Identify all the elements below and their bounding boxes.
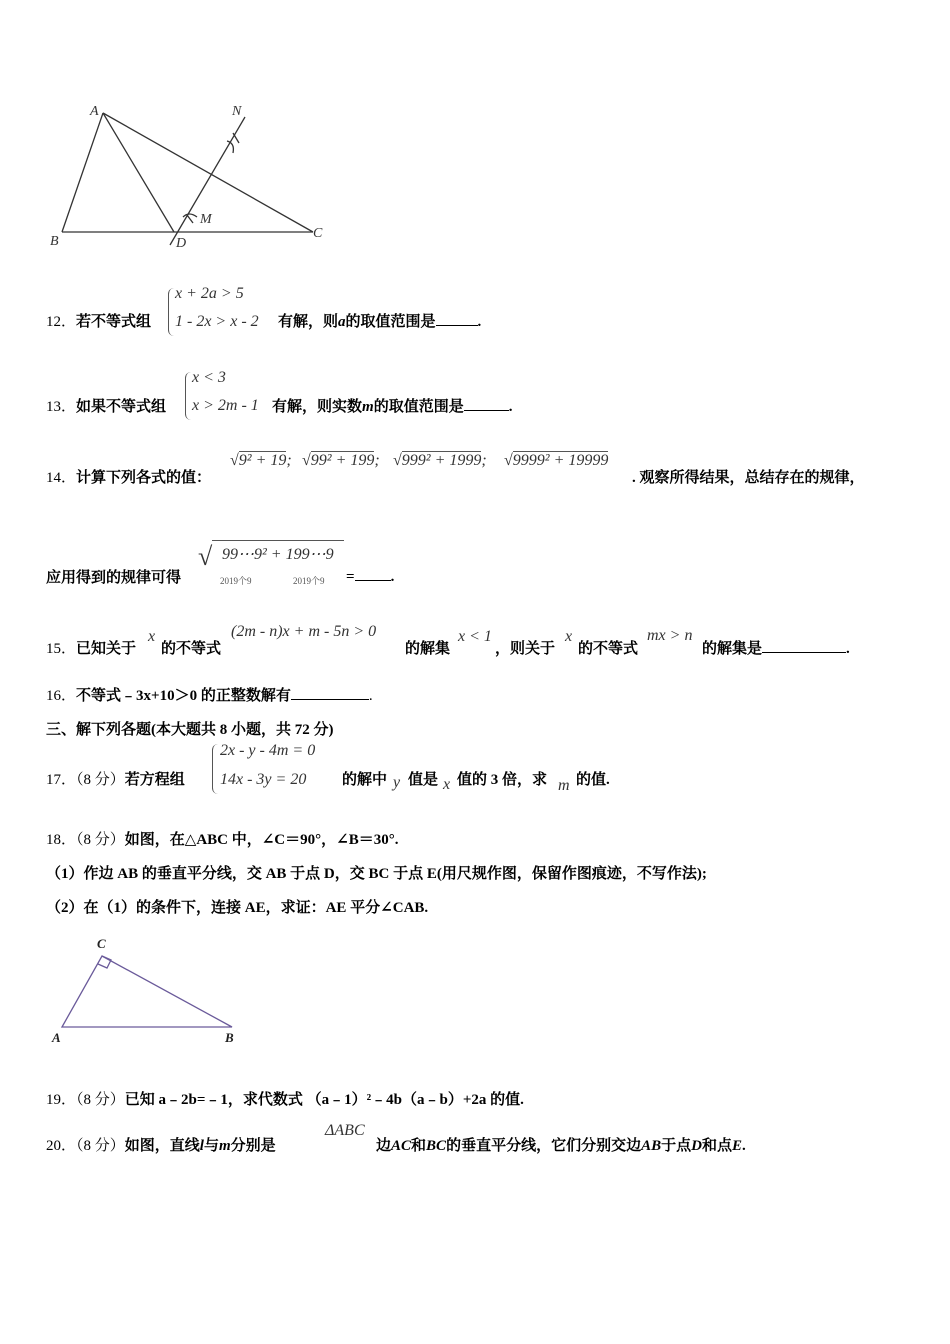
fig2-label-b: B (225, 1030, 234, 1045)
question-12: 12．若不等式组 (46, 314, 152, 330)
question-17: 17．（8 分）若方程组 (46, 772, 185, 788)
question-16: 16．不等式﹣3x+10＞0 的正整数解有 . (46, 684, 373, 705)
q15-var-x: x (148, 628, 156, 645)
question-14-line2: 应用得到的规律可得 (46, 570, 182, 586)
q14-big-root: √ 99⋯9² + 199⋯9 2019个9 2019个9 (198, 538, 348, 586)
question-15: 15．已知关于 (46, 641, 137, 657)
question-18: 18．（8 分）如图，在△ABC 中，∠C＝90°，∠B＝30°. (46, 832, 399, 848)
question-18-part2: （2）在（1）的条件下，连接 AE，求证：AE 平分∠CAB. (46, 900, 429, 916)
fig1-label-c: C (313, 226, 323, 241)
q15-inequality: (2m - n)x + m - 5n > 0 (231, 623, 377, 640)
q13-brace (185, 372, 192, 420)
q15-solution: x < 1 (458, 628, 492, 645)
section-heading: 三、解下列各题(本大题共 8 小题，共 72 分) (46, 722, 334, 738)
answer-blank (355, 566, 391, 581)
answer-blank (464, 396, 509, 411)
question-20: 20．（8 分）如图，直线l与m分别是 (46, 1138, 276, 1154)
q17-brace (212, 744, 219, 794)
fig1-label-n: N (232, 104, 242, 119)
question-13-tail: 有解，则实数m的取值范围是 . (272, 395, 512, 416)
triangle-figure-1 (40, 95, 340, 255)
question-14-tail: . 观察所得结果，总结存在的规律， (632, 470, 865, 486)
answer-blank (436, 311, 478, 326)
fig1-label-m: M (200, 212, 212, 227)
question-13: 13．如果不等式组 (46, 399, 167, 415)
root-1: √9² + 19; (230, 452, 292, 469)
fig1-label-b: B (50, 234, 59, 249)
root-4: √9999² + 19999 (504, 452, 609, 469)
q12-brace (168, 288, 175, 336)
segment-ad (103, 113, 174, 232)
fig1-label-a: A (90, 104, 99, 119)
right-triangle-figure-2 (40, 930, 260, 1050)
segment-ab (62, 113, 103, 232)
fig2-label-c: C (97, 936, 106, 951)
answer-blank (291, 685, 369, 700)
root-2: √99² + 199; (302, 452, 380, 469)
fig2-label-a: A (52, 1030, 61, 1045)
answer-blank (762, 638, 846, 653)
arc-mark-m (183, 214, 197, 217)
q20-triangle: ΔABC (325, 1122, 365, 1139)
question-18-part1: （1）作边 AB 的垂直平分线，交 AB 于点 D，交 BC 于点 E(用尺规作图，保留作图痕迹，不写作法); (46, 866, 707, 882)
question-14-answer: = . (346, 566, 394, 586)
question-19: 19．（8 分）已知 a﹣2b=﹣1，求代数式 （a﹣1）²﹣4b（a﹣b）+2a 的值. (46, 1092, 524, 1108)
question-12-tail: 有解，则a的取值范围是 . (278, 310, 481, 331)
question-14: 14．计算下列各式的值： (46, 470, 212, 486)
root-3: √999² + 1999; (393, 452, 487, 469)
q15-inequality-2: mx > n (647, 627, 693, 644)
fig1-label-d: D (176, 236, 187, 251)
